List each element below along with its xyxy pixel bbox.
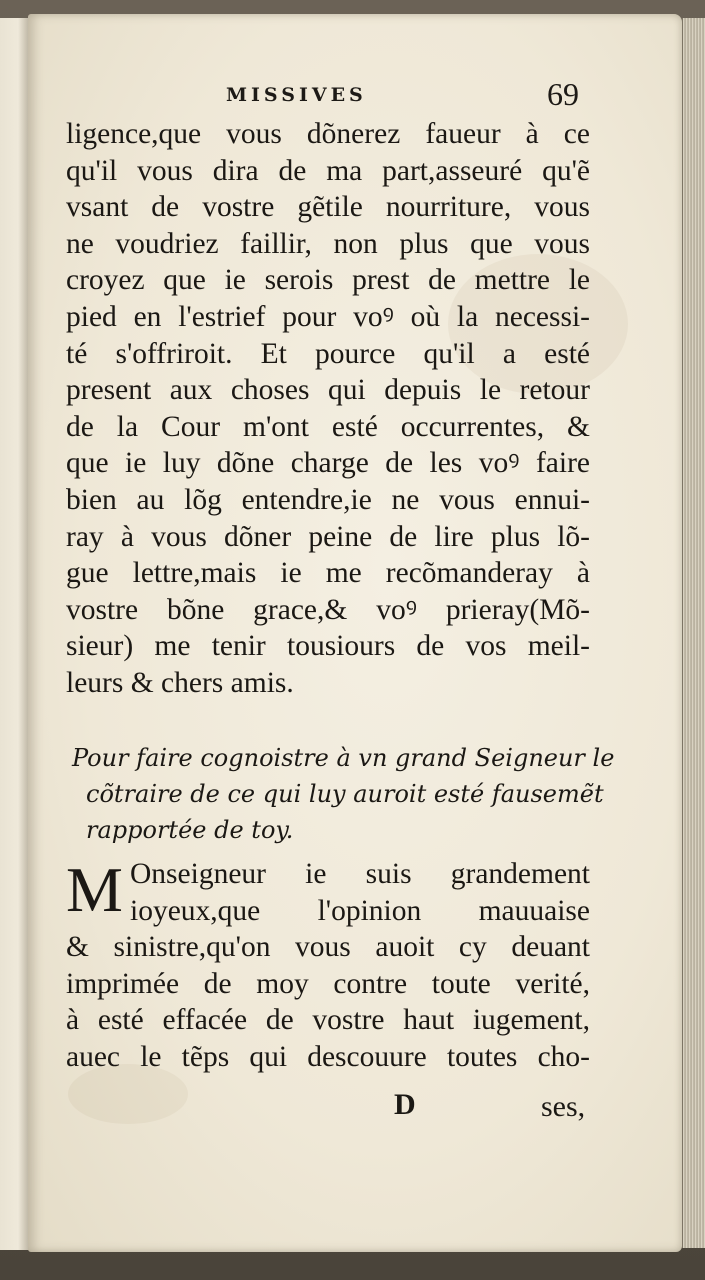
previous-page-edge <box>0 18 31 1250</box>
heading-line: Pour faire cognoistre à vn grand Seigneur le <box>72 744 615 772</box>
signature-mark: D <box>394 1088 416 1121</box>
text-line: vostre bõne grace,& voꝰ prieray(Mõ- <box>66 593 590 626</box>
text-line: ligence,que vous dõnerez faueur à ce <box>66 118 590 150</box>
text-line: ray à vous dõner peine de lire plus lõ- <box>66 520 590 553</box>
text-line: qu'il vous dira de ma part,asseuré qu'ẽ <box>66 154 590 187</box>
drop-cap: M <box>66 854 123 925</box>
text-line: ne voudriez faillir, non plus que vous <box>66 227 590 260</box>
text-line: gue lettre,mais ie me recõmanderay à <box>66 557 590 590</box>
body-text <box>66 116 590 702</box>
text-line: de la Cour m'ont esté occurrentes, & <box>66 410 590 443</box>
text-line: té s'offriroit. Et pource qu'il a esté <box>66 337 590 370</box>
letter-text <box>66 856 590 1076</box>
text-line: present aux choses qui depuis le retour <box>66 374 590 407</box>
running-title: MISSIVES <box>226 84 367 106</box>
letter-line: à esté effacée de vostre haut iugement, <box>66 1004 590 1037</box>
text-line: leurs & chers amis. <box>66 666 294 699</box>
catchword: ses, <box>541 1090 586 1123</box>
letter-line: imprimée de moy contre toute verité, <box>66 967 590 1000</box>
text-line: vsant de vostre gẽtile nourriture, vous <box>66 191 590 224</box>
text-line: croyez que ie serois prest de mettre le <box>66 264 590 297</box>
letter-line: ioyeux,que l'opinion mauuaise <box>130 894 590 927</box>
letter-line: & sinistre,qu'on vous auoit cy deuant <box>66 931 590 964</box>
page-block-edges <box>682 18 705 1248</box>
letter-line: Onseigneur ie suis grandement <box>130 858 590 890</box>
section-heading <box>72 740 615 848</box>
text-line: sieur) me tenir tousiours de vos meil- <box>66 630 590 663</box>
text-line: bien au lõg entendre,ie ne vous ennui- <box>66 483 590 516</box>
heading-line: rapportée de toy. <box>86 816 294 844</box>
letter-line: auec le tẽps qui descouure toutes cho- <box>66 1040 590 1073</box>
text-line: que ie luy dõne charge de les voꝰ faire <box>66 447 590 480</box>
page-number: 69 <box>547 76 579 112</box>
text-line: pied en l'estrief pour voꝰ où la necessi- <box>66 300 590 333</box>
heading-line: cõtraire de ce qui luy auroit esté fausemẽt <box>86 780 604 808</box>
